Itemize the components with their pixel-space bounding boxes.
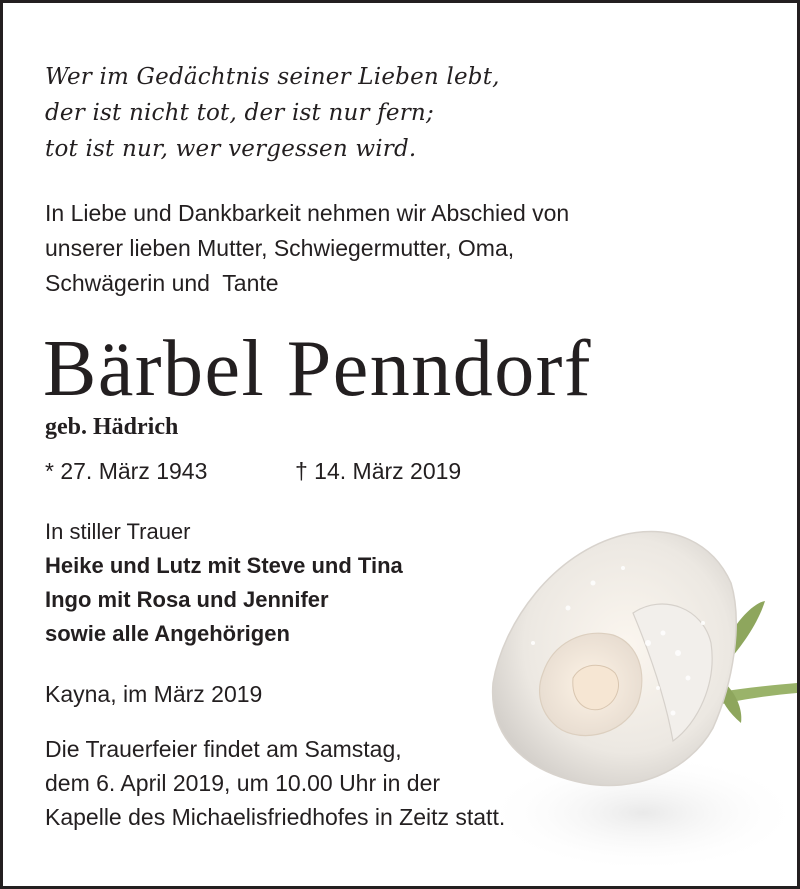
- life-dates: [45, 455, 462, 487]
- poem-line: der ist nicht tot, der ist nur fern;: [45, 100, 434, 126]
- memorial-poem: [45, 59, 500, 167]
- maiden-name: geb. Hädrich: [45, 414, 179, 440]
- mourner-name: Ingo mit Rosa und Jennifer: [45, 587, 329, 612]
- intro-line: In Liebe und Dankbarkeit nehmen wir Abschied von: [45, 200, 570, 226]
- deceased-name: Bärbel Penndorf: [43, 325, 593, 413]
- death-date: † 14. März 2019: [295, 458, 462, 484]
- ceremony-info: [45, 732, 505, 834]
- poem-line: tot ist nur, wer vergessen wird.: [45, 136, 417, 162]
- farewell-intro: [45, 196, 569, 301]
- intro-line: Schwägerin und Tante: [45, 270, 279, 296]
- birth-date: * 27. März 1943: [45, 458, 208, 484]
- ceremony-line: Kapelle des Michaelisfriedhofes in Zeitz statt.: [45, 804, 506, 830]
- mourners-heading: In stiller Trauer: [45, 519, 191, 544]
- ceremony-line: dem 6. April 2019, um 10.00 Uhr in der: [45, 770, 441, 796]
- place-date: Kayna, im März 2019: [45, 681, 263, 707]
- mourner-name: sowie alle Angehörigen: [45, 621, 290, 646]
- intro-line: unserer lieben Mutter, Schwiegermutter, Oma,: [45, 235, 515, 261]
- mourner-name: Heike und Lutz mit Steve und Tina: [45, 553, 403, 578]
- poem-line: Wer im Gedächtnis seiner Lieben lebt,: [45, 64, 500, 90]
- white-rose-image: [473, 513, 797, 886]
- mourners-block: [45, 515, 403, 651]
- ceremony-line: Die Trauerfeier findet am Samstag,: [45, 736, 402, 762]
